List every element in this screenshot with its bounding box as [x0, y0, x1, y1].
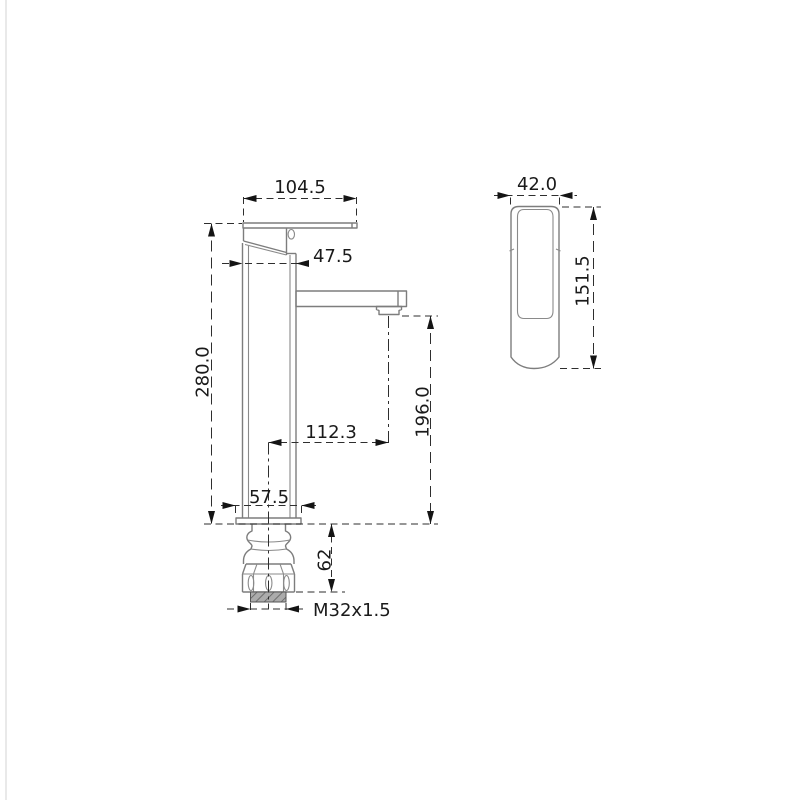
handle-plate	[243, 223, 357, 228]
dim-spout-reach-label: 112.3	[305, 422, 357, 443]
dim-outlet-height	[402, 316, 438, 524]
seam-tick	[556, 249, 561, 251]
dim-side-width-label: 42.0	[516, 174, 558, 195]
body-column	[243, 243, 297, 518]
dim-base-width-label: 57.5	[248, 487, 290, 508]
dim-head-width-label: 47.5	[312, 246, 354, 267]
dim-outlet-height-label: 196.0	[412, 386, 434, 438]
dim-side-height-label: 151.5	[572, 255, 594, 307]
dim-thread-spec-label: M32x1.5	[313, 600, 391, 621]
dim-total-height	[193, 224, 243, 525]
nut-slot	[284, 576, 290, 591]
side-handle-outline	[518, 210, 554, 319]
dim-shank-length-label: 62	[314, 548, 336, 572]
side-view	[510, 207, 561, 369]
dim-shank-length	[296, 524, 345, 592]
handle-lever	[244, 228, 295, 255]
dim-top-width-label: 104.5	[274, 177, 326, 198]
seam-tick	[510, 249, 515, 251]
dimensions	[193, 174, 602, 621]
dim-side-height	[560, 207, 601, 369]
pivot-dome	[288, 230, 294, 240]
aerator-outlet	[377, 307, 402, 315]
spout-arm	[296, 291, 407, 307]
dim-head-width	[222, 246, 353, 267]
dim-spout-reach	[269, 422, 389, 446]
dim-thread-spec	[227, 600, 391, 621]
side-body-outline	[511, 207, 559, 369]
dim-total-height-label: 280.0	[192, 346, 214, 398]
dim-top-width	[244, 177, 357, 222]
dim-side-width	[494, 174, 577, 205]
